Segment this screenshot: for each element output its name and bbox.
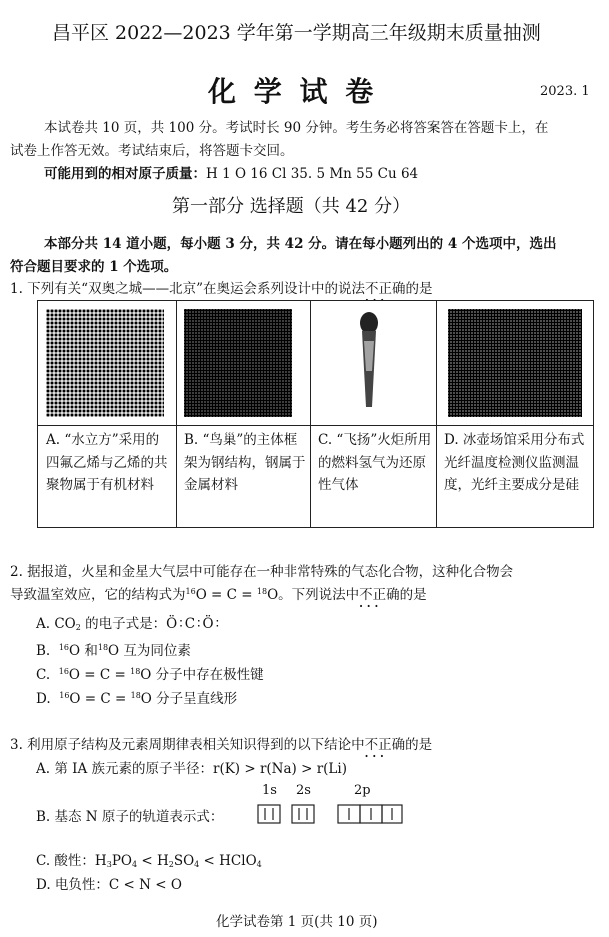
sub-2: 2: [168, 860, 174, 869]
q2-option-a: [36, 612, 221, 632]
part1-instr-2: 符合题目要求的 1 个选项。: [10, 259, 178, 275]
sub-3: 3: [106, 860, 112, 869]
q2-stem-2: [10, 583, 427, 603]
orbital-diagram: [256, 802, 404, 826]
part1-title: 第一部分 选择题（共 42 分）: [172, 196, 411, 217]
sub-4: 4: [131, 860, 138, 869]
iso-18: 18: [130, 691, 141, 700]
q2-a-sub: 2: [75, 623, 81, 632]
atomic-masses-label: 可能用到的相对原子质量：: [44, 166, 206, 182]
intro-line-1: 本试卷共 10 页，共 100 分。考试时长 90 分钟。考生务必将答案答在答题卡上，在: [44, 120, 549, 136]
q1-option-b: B. “鸟巢”的主体框架为钢结构，钢属于金属材料: [184, 432, 306, 493]
q1-stem-a: 1. 下列有关“双奥之城——北京”在奥运会系列设计中的说法: [10, 281, 365, 297]
q2-b-a: O 和: [69, 643, 98, 659]
curling-venue-image: [448, 309, 582, 417]
q1-stem-neg: 不正确 · · ·: [365, 281, 406, 297]
water-cube-image: [46, 309, 164, 417]
q2-c-label: C.: [36, 667, 51, 683]
q2-a-text: A. CO: [36, 616, 76, 632]
q2-option-d: [36, 687, 237, 707]
q2-formula: O = C =: [195, 587, 257, 603]
iso-16: 16: [58, 643, 69, 652]
q3-c-c: < H: [137, 853, 169, 869]
orbital-label-1s: 1s: [262, 783, 277, 798]
q2-b-label: B.: [36, 643, 51, 659]
q3-c-b: PO: [111, 853, 132, 869]
iso-18: 18: [130, 667, 141, 676]
orbital-label-2p: 2p: [354, 783, 371, 798]
q3-option-a: A. 第 IA 族元素的原子半径：r(K) > r(Na) > r(Li): [36, 761, 347, 777]
iso-16: 16: [59, 691, 70, 700]
q2-c-b: O 分子中存在极性键: [140, 667, 264, 683]
q1-option-a: A. “水立方”采用的四氟乙烯与乙烯的共聚物属于有机材料: [46, 432, 168, 493]
q2-stem-2a: 导致温室效应，它的结构式为: [10, 587, 186, 603]
q2-c-a: O = C =: [68, 667, 131, 683]
q3-option-c: [36, 849, 262, 869]
q3-stem-b: 的是: [405, 737, 433, 753]
q2-d-b: O 分子呈直线形: [140, 691, 238, 707]
co2-electron-formula: Ö∶C∶Ö∶: [166, 616, 222, 632]
q2-b-b: O 互为同位素: [108, 643, 191, 659]
q1-option-d: D. 冰壶场馆采用分布式光纤温度检测仪监测温度，光纤主要成分是硅: [444, 432, 585, 493]
q2-stem-1: 2. 据报道，火星和金星大气层中可能存在一种非常特殊的气态化合物，这种化合物会: [10, 564, 514, 580]
q2-option-c: [36, 663, 264, 683]
exam-title: 昌平区 2022—2023 学年第一学期高三年级期末质量抽测: [52, 22, 541, 44]
orbital-label-2s: 2s: [296, 783, 311, 798]
exam-date: 2023. 1: [540, 84, 590, 99]
q3-option-d: D. 电负性：C < N < O: [36, 877, 182, 893]
q3-stem: [10, 733, 432, 753]
q1-stem: [10, 277, 432, 297]
q1-table: [37, 300, 594, 528]
atomic-masses: [44, 162, 418, 182]
subject-title: 化 学 试 卷: [208, 75, 378, 108]
q2-stem-2b: O。下列说法中: [267, 587, 360, 603]
atomic-masses-values: H 1 O 16 Cl 35. 5 Mn 55 Cu 64: [206, 166, 419, 182]
iso-18: 18: [256, 587, 268, 596]
q2-stem-2c: 的是: [399, 587, 427, 603]
iso-16: 16: [185, 587, 196, 596]
q2-option-b: [36, 639, 191, 659]
iso-16: 16: [58, 667, 69, 676]
torch-image: [356, 311, 382, 411]
iso-18: 18: [97, 643, 109, 652]
intro-line-2: 试卷上作答无效。考试结束后，将答题卡交回。: [10, 143, 294, 159]
q3-stem-a: 3. 利用原子结构及元素周期律表相关知识得到的以下结论中: [10, 737, 365, 753]
q3-c-a: C. 酸性：H: [36, 853, 107, 869]
q1-stem-b: 的是: [405, 281, 433, 297]
sub-4b: 4: [194, 860, 200, 869]
q2-d-a: O = C =: [69, 691, 131, 707]
sub-4c: 4: [256, 860, 262, 869]
q3-c-e: < HClO: [199, 853, 257, 869]
q3-option-b: B. 基态 N 原子的轨道表示式：: [36, 809, 224, 825]
birds-nest-image: [184, 309, 292, 417]
q2-a-text-b: 的电子式是：: [80, 616, 167, 632]
part1-instr-1: 本部分共 14 道小题，每小题 3 分，共 42 分。请在每小题列出的 4 个选项中，选出: [44, 236, 557, 252]
page-footer: 化学试卷第 1 页(共 10 页): [216, 914, 378, 930]
q3-stem-neg: 不正确 · · ·: [365, 737, 406, 753]
q2-stem-neg: 不正确 · · ·: [359, 587, 400, 603]
q3-c-d: SO: [173, 853, 195, 869]
q2-d-label: D.: [36, 691, 51, 707]
q1-option-c: C. “飞扬”火炬所用的燃料氢气为还原性气体: [318, 432, 432, 493]
